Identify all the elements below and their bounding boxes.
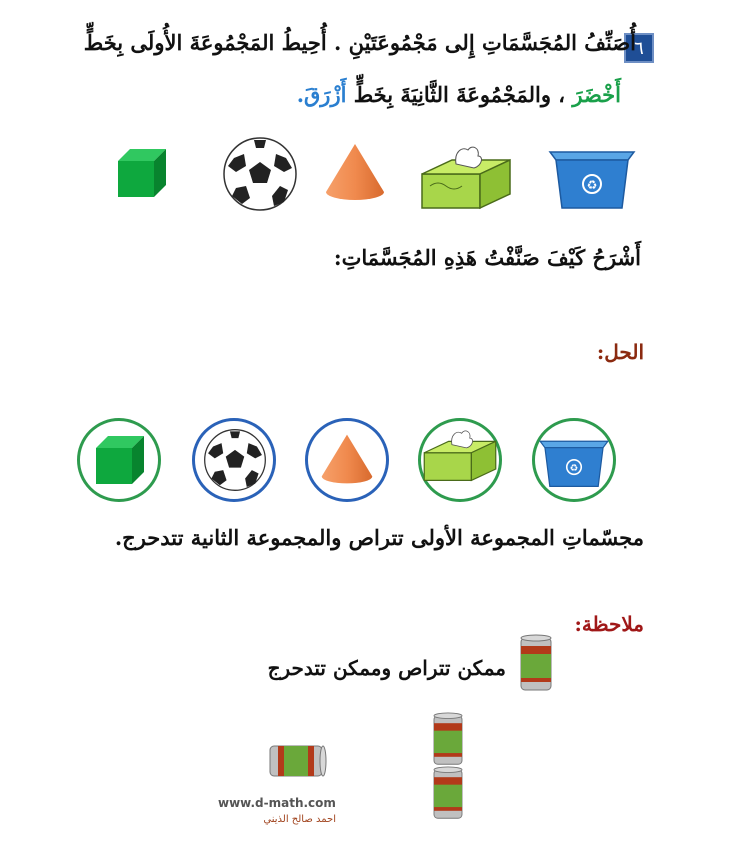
svg-text:♻: ♻ (586, 178, 598, 192)
cone-image (324, 142, 386, 202)
cone-icon (320, 432, 374, 486)
question-line-1: أُصَنِّفُ المُجَسَّمَاتِ إِلى مَجْمُوعَتَيْنِ . أُحِيطُ المَجْمُوعَةَ الأُولَى بِخَطٍّ (83, 30, 636, 55)
cube-image (114, 147, 170, 199)
can-stack-bottom-icon (430, 766, 466, 822)
svg-text:♻: ♻ (569, 463, 579, 475)
recycle-bin-icon (538, 438, 610, 488)
question-line-2-mid: ، والمَجْمُوعَةَ الثَّانِيَةَ بِخَطٍّ (346, 82, 573, 107)
soccer-ball-icon (203, 428, 267, 492)
can-lying-icon (266, 745, 328, 777)
question-line-2 (61, 82, 621, 107)
tissue-box-icon (421, 428, 499, 484)
solution-label: الحل: (596, 340, 644, 364)
can-stack-top-icon (430, 712, 466, 768)
green-word: أَخْضَرَ (572, 82, 621, 107)
cube-icon (92, 434, 148, 486)
soccer-ball-image (222, 136, 298, 212)
tissue-box-image (418, 144, 514, 212)
recycle-bin-image (548, 148, 636, 210)
footer-author: احمد صالح الذيني (263, 814, 336, 825)
can-upright-icon (520, 634, 552, 694)
result-statement: مجسّماتِ المجموعة الأولى تتراص والمجموعة الثانية تتدحرج. (114, 525, 644, 550)
blue-word: أَزْرَقَ. (296, 82, 347, 107)
explain-prompt: أَشْرَحُ كَيْفَ صَنَّفْتُ هَذِهِ المُجَسَّمَاتِ: (333, 245, 641, 270)
note-label: ملاحظة: (574, 612, 644, 636)
question-number: ٦ (624, 33, 654, 63)
note-text: ممكن تتراص وممكن تتدحرج (267, 656, 506, 680)
footer-site: www.d-math.com (218, 796, 336, 810)
